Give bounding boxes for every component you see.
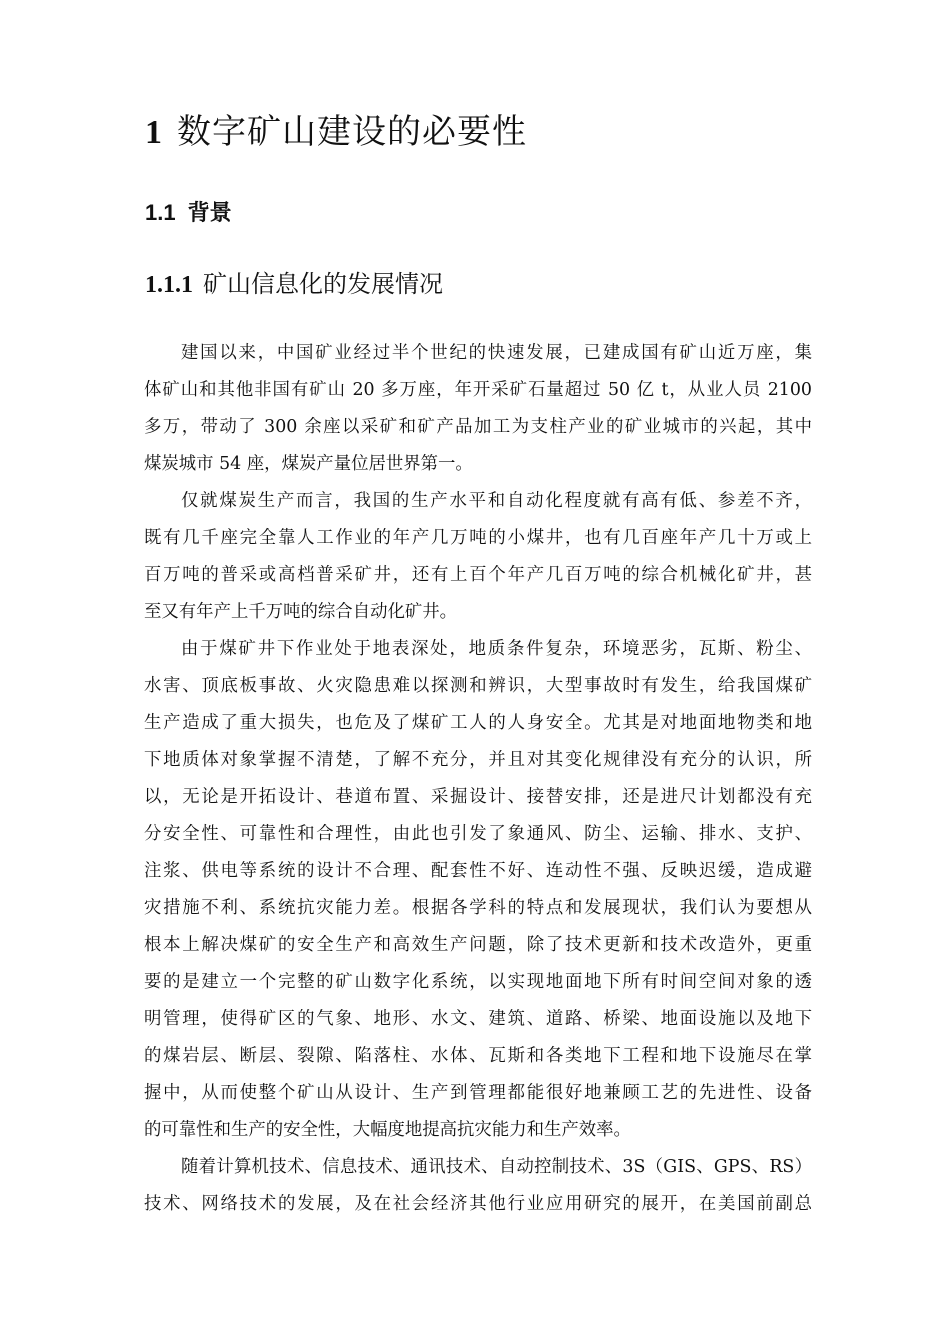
text-line: 要的是建立一个完整的矿山数字化系统，以实现地面地下所有时间空间对象的透 <box>144 972 812 992</box>
body-text <box>144 335 812 1223</box>
text-line: 分安全性、可靠性和合理性，由此也引发了象通风、防尘、运输、排水、支护、 <box>144 824 812 844</box>
text-line: 握中，从而使整个矿山从设计、生产到管理都能很好地兼顾工艺的先进性、设备 <box>144 1083 812 1103</box>
text-line: 百万吨的普采或高档普采矿井，还有上百个年产几百万吨的综合机械化矿井，甚 <box>144 565 812 585</box>
text-line: 体矿山和其他非国有矿山 20 多万座，年开采矿石量超过 50 亿 t，从业人员 2100 <box>144 380 812 400</box>
text-line: 水害、顶底板事故、火灾隐患难以探测和辨识，大型事故时有发生，给我国煤矿 <box>144 676 812 696</box>
subsection-title: 矿山信息化的发展情况 <box>203 270 443 298</box>
section-heading <box>145 196 232 227</box>
text-line: 至又有年产上千万吨的综合自动化矿井。 <box>144 602 458 622</box>
text-line: 下地质体对象掌握不清楚，了解不充分，并且对其变化规律没有充分的认识，所 <box>144 750 812 770</box>
text-line: 仅就煤炭生产而言，我国的生产水平和自动化程度就有高有低、参差不齐， <box>181 491 812 511</box>
paragraph <box>144 335 812 483</box>
text-line: 以，无论是开拓设计、巷道布置、采掘设计、接替安排，还是进尺计划都没有充 <box>144 787 812 807</box>
text-line: 生产造成了重大损失，也危及了煤矿工人的人身安全。尤其是对地面地物类和地 <box>144 713 812 733</box>
chapter-number: 1 <box>145 114 163 151</box>
text-line: 建国以来，中国矿业经过半个世纪的快速发展，已建成国有矿山近万座，集 <box>181 343 812 363</box>
paragraph <box>144 631 812 1149</box>
text-line: 的煤岩层、断层、裂隙、陷落柱、水体、瓦斯和各类地下工程和地下设施尽在掌 <box>144 1046 812 1066</box>
section-title: 背景 <box>187 200 232 226</box>
text-line: 多万，带动了 300 余座以采矿和矿产品加工为支柱产业的矿业城市的兴起，其中 <box>144 417 812 437</box>
text-line: 灾措施不利、系统抗灾能力差。根据各学科的特点和发展现状，我们认为要想从 <box>144 898 812 918</box>
text-line: 注浆、供电等系统的设计不合理、配套性不好、连动性不强、反映迟缓，造成避 <box>144 861 812 881</box>
text-line: 由于煤矿井下作业处于地表深处，地质条件复杂，环境恶劣，瓦斯、粉尘、 <box>181 639 812 659</box>
chapter-heading <box>145 104 527 153</box>
text-line: 煤炭城市 54 座，煤炭产量位居世界第一。 <box>144 454 473 474</box>
paragraph <box>144 483 812 631</box>
subsection-number: 1.1.1 <box>145 272 193 298</box>
text-line: 既有几千座完全靠人工作业的年产几万吨的小煤井，也有几百座年产几十万或上 <box>144 528 812 548</box>
text-line: 明管理，使得矿区的气象、地形、水文、建筑、道路、桥梁、地面设施以及地下 <box>144 1009 812 1029</box>
text-line: 随着计算机技术、信息技术、通讯技术、自动控制技术、3S（GIS、GPS、RS） <box>181 1157 812 1177</box>
subsection-heading <box>145 264 443 299</box>
text-line: 技术、网络技术的发展，及在社会经济其他行业应用研究的展开，在美国前副总 <box>144 1194 812 1214</box>
text-line: 根本上解决煤矿的安全生产和高效生产问题，除了技术更新和技术改造外，更重 <box>144 935 812 955</box>
paragraph <box>144 1149 812 1223</box>
text-line: 的可靠性和生产的安全性，大幅度地提高抗灾能力和生产效率。 <box>144 1120 631 1140</box>
chapter-title: 数字矿山建设的必要性 <box>177 112 527 152</box>
section-number: 1.1 <box>145 200 176 225</box>
